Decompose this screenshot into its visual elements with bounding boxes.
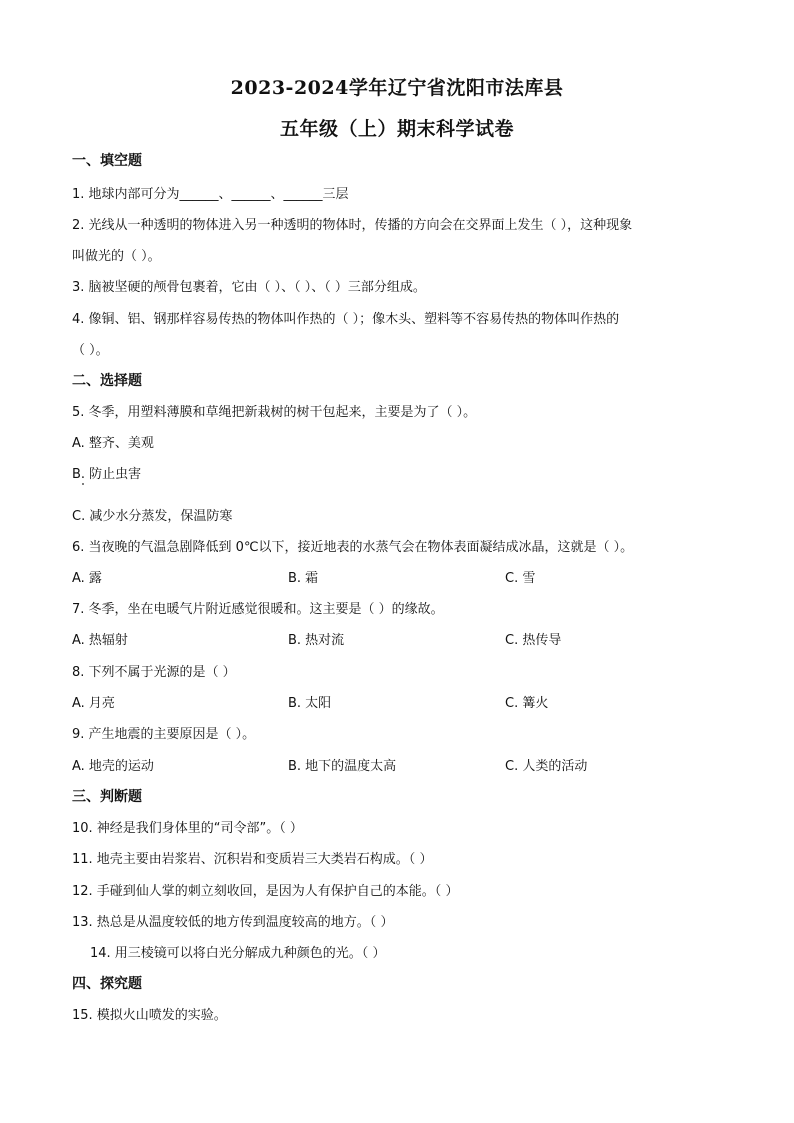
question-5: 5. 冬季，用塑料薄膜和草绳把新栽树的树干包起来，主要是为了（ ）。 xyxy=(72,405,477,420)
question-8-option-a: A. 月亮 xyxy=(72,696,115,711)
question-6-option-b: B. 霜 xyxy=(288,571,319,586)
question-15: 15. 模拟火山喷发的实验。 xyxy=(72,1008,227,1023)
question-9: 9. 产生地震的主要原因是（ ）。 xyxy=(72,727,256,742)
question-5-option-b: B. 防止虫害 xyxy=(72,467,142,482)
question-6-option-c: C. 雪 xyxy=(505,571,536,586)
question-4-line2: （ ）。 xyxy=(72,343,109,358)
section-multiple-choice: 二、选择题 xyxy=(72,373,142,389)
question-5-option-c: C. 减少水分蒸发，保温防寒 xyxy=(72,509,233,524)
question-8-option-c: C. 篝火 xyxy=(505,696,549,711)
question-7: 7. 冬季，坐在电暖气片附近感觉很暖和。这主要是（ ）的缘故。 xyxy=(72,602,444,617)
question-12: 12. 手碰到仙人掌的刺立刻收回，是因为人有保护自己的本能。（ ） xyxy=(72,884,459,899)
question-14: 14. 用三棱镜可以将白光分解成九种颜色的光。（ ） xyxy=(90,946,386,961)
question-9-option-c: C. 人类的活动 xyxy=(505,759,588,774)
question-7-option-b: B. 热对流 xyxy=(288,633,345,648)
question-8-option-b: B. 太阳 xyxy=(288,696,332,711)
section-true-false: 三、判断题 xyxy=(72,789,142,805)
stray-dot xyxy=(82,483,84,485)
question-11: 11. 地壳主要由岩浆岩、沉积岩和变质岩三大类岩石构成。（ ） xyxy=(72,852,433,867)
question-7-option-c: C. 热传导 xyxy=(505,633,562,648)
question-9-option-a: A. 地壳的运动 xyxy=(72,759,154,774)
question-7-option-a: A. 热辐射 xyxy=(72,633,128,648)
section-inquiry: 四、探究题 xyxy=(72,976,142,992)
question-2-line1: 2. 光线从一种透明的物体进入另一种透明的物体时，传播的方向会在交界面上发生（ ），这种现象 xyxy=(72,218,633,233)
question-6: 6. 当夜晚的气温急剧降低到 0℃以下，接近地表的水蒸气会在物体表面凝结成冰晶，这就是（ ）。 xyxy=(72,540,634,555)
question-6-option-a: A. 露 xyxy=(72,571,102,586)
question-1: 1. 地球内部可分为______、______、______三层 xyxy=(72,187,349,202)
question-2-line2: 叫做光的（ ）。 xyxy=(72,249,161,264)
question-5-option-a: A. 整齐、美观 xyxy=(72,436,154,451)
question-3: 3. 脑被坚硬的颅骨包裹着，它由（ ）、（ ）、（ ）三部分组成。 xyxy=(72,280,426,295)
exam-title-line2: 五年级（上）期末科学试卷 xyxy=(279,118,514,140)
section-fill-blank: 一、填空题 xyxy=(72,153,142,169)
question-8: 8. 下列不属于光源的是（ ） xyxy=(72,665,236,680)
question-4-line1: 4. 像铜、铝、钢那样容易传热的物体叫作热的（ ）；像木头、塑料等不容易传热的物体叫作热的 xyxy=(72,312,620,327)
question-13: 13. 热总是从温度较低的地方传到温度较高的地方。（ ） xyxy=(72,915,394,930)
question-9-option-b: B. 地下的温度太高 xyxy=(288,759,397,774)
question-10: 10. 神经是我们身体里的“司令部”。（ ） xyxy=(72,821,303,836)
exam-title-line1: 2023-2024学年辽宁省沈阳市法库县 xyxy=(230,77,564,99)
